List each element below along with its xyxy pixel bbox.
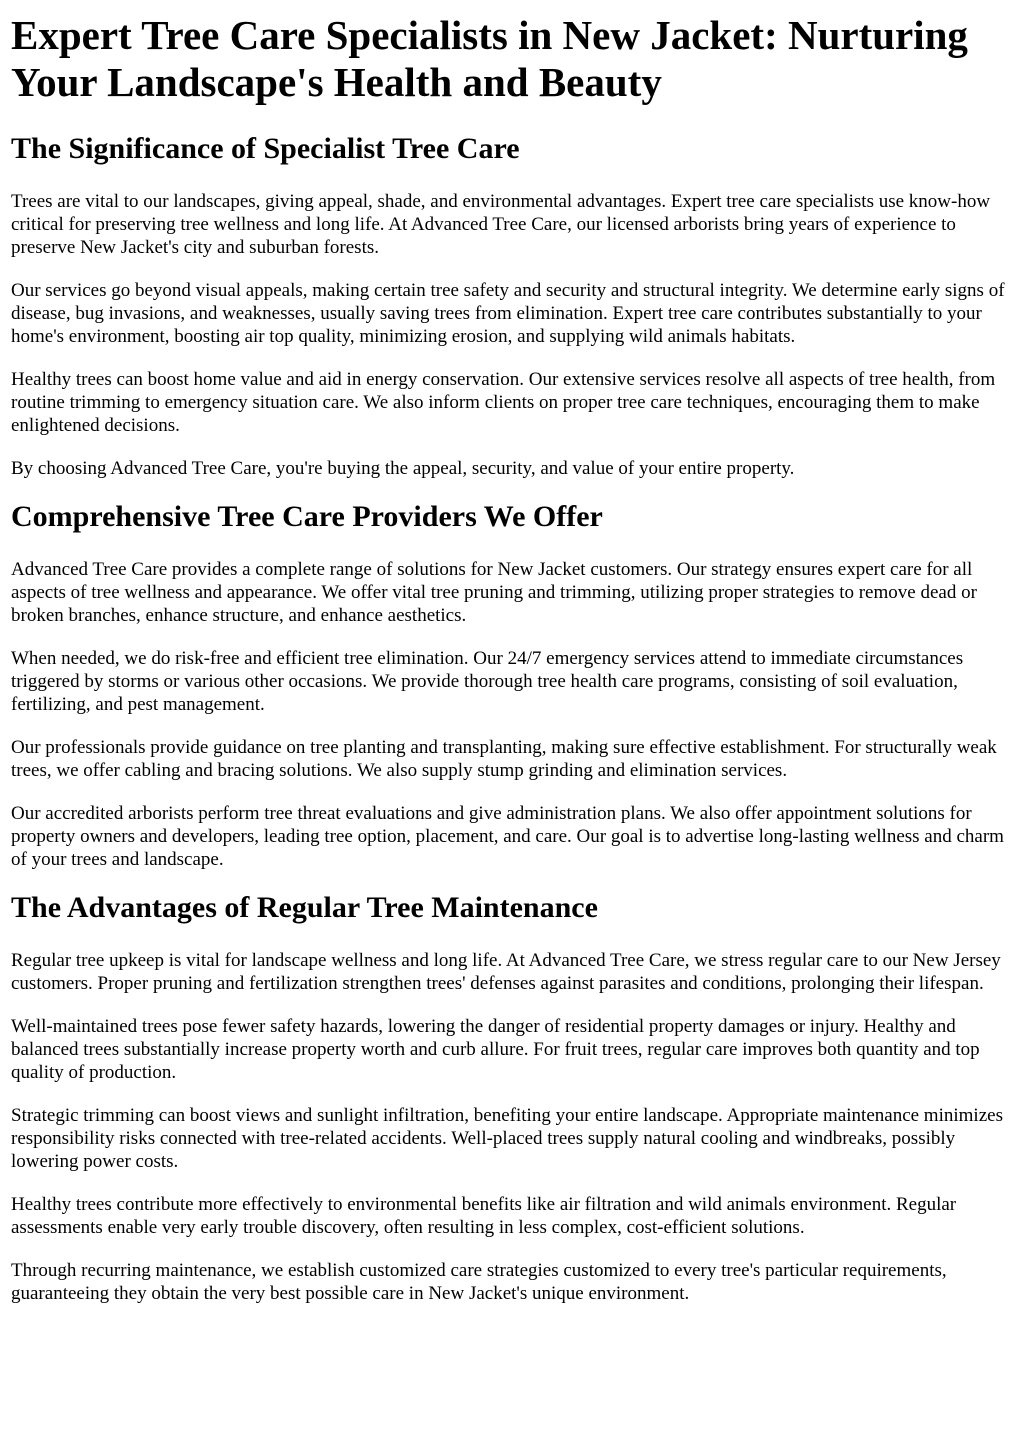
section-heading: The Advantages of Regular Tree Maintenance [11,891,598,924]
paragraph: Regular tree upkeep is vital for landscape wellness and long life. At Advanced Tree Care, we stress regular care to our New Jersey customers. Proper pruning and fertilization strengthen trees' defenses against parasites and conditions, prolonging their lifespan. [11,950,1001,994]
paragraph: By choosing Advanced Tree Care, you're buying the appeal, security, and value of your entire property. [11,458,795,479]
paragraph: Well-maintained trees pose fewer safety hazards, lowering the danger of residential property damages or injury. Healthy and balanced trees substantially increase property worth and curb allure. For fruit trees, regular care improves both quantity and top quality of production. [11,1016,980,1083]
article [11,12,1012,1305]
section-heading: The Significance of Specialist Tree Care [11,132,520,165]
section-maintenance [11,891,1012,1305]
paragraph: Our services go beyond visual appeals, making certain tree safety and security and structural integrity. We determine early signs of disease, bug invasions, and weaknesses, usually saving trees from elimination. Expert tree care contributes substantially to your home's environment, boosting air top quality, minimizing erosion, and supplying wild animals habitats. [11,280,1005,347]
paragraph: Advanced Tree Care provides a complete range of solutions for New Jacket customers. Our strategy ensures expert care for all aspects of tree wellness and appearance. We offer vital tree pruning and trimming, utilizing proper strategies to remove dead or broken branches, enhance structure, and enhance aesthetics. [11,559,977,626]
paragraph: Through recurring maintenance, we establish customized care strategies customized to every tree's particular requirements, guaranteeing they obtain the very best possible care in New Jacket's unique environment. [11,1260,947,1304]
paragraph: Our accredited arborists perform tree threat evaluations and give administration plans. We also offer appointment solutions for property owners and developers, leading tree option, placement, and care. Our goal is to advertise long-lasting wellness and charm of your trees and landscape. [11,803,1004,870]
paragraph: Our professionals provide guidance on tree planting and transplanting, making sure effective establishment. For structurally weak trees, we offer cabling and bracing solutions. We also supply stump grinding and elimination services. [11,737,997,781]
paragraph: Trees are vital to our landscapes, giving appeal, shade, and environmental advantages. Expert tree care specialists use know-how critical for preserving tree wellness and long life. At Advanced Tree Care, our licensed arborists bring years of experience to preserve New Jacket's city and suburban forests. [11,191,991,258]
section-services [11,500,1012,871]
paragraph: Healthy trees can boost home value and aid in energy conservation. Our extensive services resolve all aspects of tree health, from routine trimming to emergency situation care. We also inform clients on proper tree care techniques, encouraging them to make enlightened decisions. [11,369,996,436]
paragraph: When needed, we do risk-free and efficient tree elimination. Our 24/7 emergency services attend to immediate circumstances triggered by storms or various other occasions. We provide thorough tree health care programs, consisting of soil evaluation, fertilizing, and pest management. [11,648,964,715]
section-significance [11,132,1012,480]
page-title: Expert Tree Care Specialists in New Jacket: Nurturing Your Landscape's Health and Beauty [11,12,968,105]
paragraph: Healthy trees contribute more effectively to environmental benefits like air filtration and wild animals environment. Regular assessments enable very early trouble discovery, often resulting in less complex, cost-efficient solutions. [11,1194,957,1238]
section-heading: Comprehensive Tree Care Providers We Offer [11,500,603,533]
paragraph: Strategic trimming can boost views and sunlight infiltration, benefiting your entire landscape. Appropriate maintenance minimizes responsibility risks connected with tree-related accidents. Well-placed trees supply natural cooling and windbreaks, possibly lowering power costs. [11,1105,1003,1172]
